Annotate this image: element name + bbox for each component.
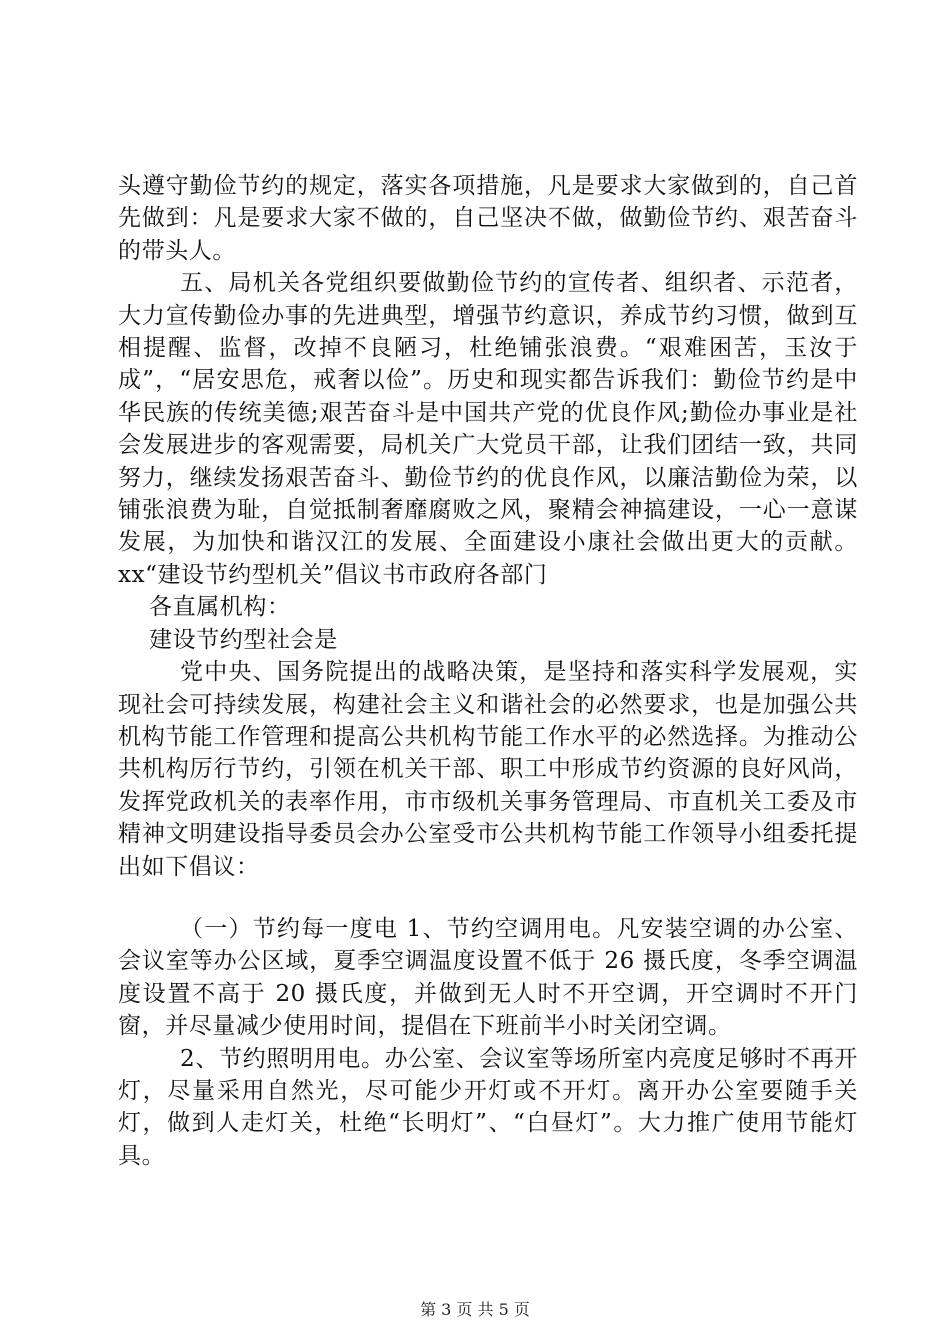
paragraph-item-one: （一）节约每一度电 1、节约空调用电。凡安装空调的办公室、会议室等办公区域，夏季空调温度设置不低于 26 摄氏度，冬季空调温度设置不高于 20 摄氏度，并做到无人时不开空调，开空调时不开门窗，并尽量减少使用时间，提倡在下班前半小时关闭空调。 [118, 915, 858, 1040]
paragraph-continuation: 头遵守勤俭节约的规定，落实各项措施，凡是要求大家做到的，自己首先做到：凡是要求大家不做的，自己坚决不做，做勤俭节约、艰苦奋斗的带头人。 [118, 173, 858, 264]
document-body [118, 170, 858, 1172]
page-footer: 第 3 页 共 5 页 [420, 1300, 530, 1319]
paragraph-salutation: 各直属机构： [149, 594, 291, 621]
paragraph-body: 党中央、国务院提出的战略决策，是坚持和落实科学发展观，实现社会可持续发展，构建社会主义和谐社会的必然要求，也是加强公共机构节能工作管理和提高公共机构节能工作水平的必然选择。为推动公共机构厉行节约，引领在机关干部、职工中形成节约资源的良好风尚，发挥党政机关的表率作用，市市级机关事务管理局、市直机关工委及市精神文明建设指导委员会办公室受市公共机构节能工作领导小组委托提出如下倡议： [118, 659, 858, 880]
paragraph-section-five: 五、局机关各党组织要做勤俭节约的宣传者、组织者、示范者，大力宣传勤俭办事的先进典型，增强节约意识，养成节约习惯，做到互相提醒、监督，改掉不良陋习，杜绝铺张浪费。“艰难困苦，玉汝于成”，“居安思危，戒奢以俭”。历史和现实都告诉我们：勤俭节约是中华民族的传统美德;艰苦奋斗是中国共产党的优良作风;勤俭办事业是社会发展进步的客观需要，局机关广大党员干部，让我们团结一致，共同努力，继续发扬艰苦奋斗、勤俭节约的优良作风，以廉洁勤俭为荣，以铺张浪费为耻，自觉抵制奢靡腐败之风，聚精会神搞建设，一心一意谋发展，为加快和谐汉江的发展、全面建设小康社会做出更大的贡献。xx“建设节约型机关”倡议书市政府各部门 [118, 270, 858, 588]
paragraph-intro: 建设节约型社会是 [149, 626, 338, 653]
paragraph-item-two: 2、节约照明用电。办公室、会议室等场所室内亮度足够时不再开灯，尽量采用自然光，尽可能少开灯或不开灯。离开办公室要随手关灯，做到人走灯关，杜绝“长明灯”、“白昼灯”。大力推广使用节能灯具。 [118, 1045, 858, 1169]
